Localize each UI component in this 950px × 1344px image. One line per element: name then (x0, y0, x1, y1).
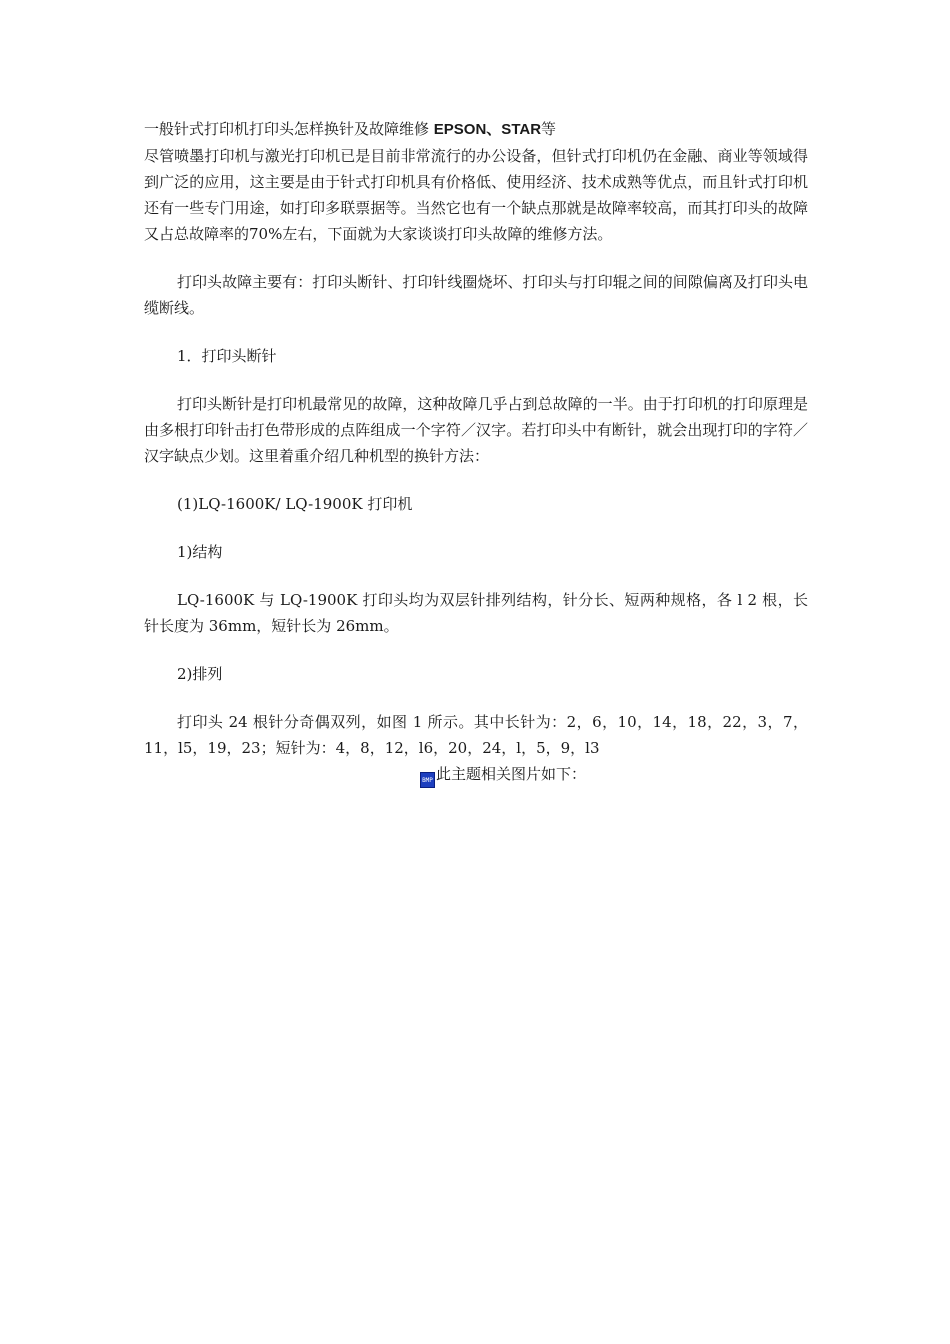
model-heading: (1)LQ-1600K/ LQ-1900K 打印机 (177, 495, 413, 513)
image-caption-row (198, 761, 808, 788)
section1-heading: 1．打印头断针 (177, 347, 277, 365)
arrangement-heading: 2)排列 (177, 665, 223, 683)
document-body (144, 116, 808, 788)
bmp-image-icon[interactable]: BMP (420, 772, 435, 788)
image-caption: 此主题相关图片如下： (435, 765, 586, 783)
section1-paragraph: 打印头断针是打印机最常见的故障，这种故障几乎占到总故障的一半。由于打印机的打印原理是由多根打印针击打色带形成的点阵组成一个字符／汉字。若打印头中有断针，就会出现打印的字符／汉字缺点少划。这里着重介绍几种机型的换针方法： (144, 395, 808, 465)
arrangement-paragraph: 打印头 24 根针分奇偶双列，如图 1 所示。其中长针为：2，6，10，14，18，22，3，7，11，l5，19，23；短针为：4，8，12，l6，20，24，l，5，9，l3 (144, 713, 808, 757)
doc-title-cn: 一般针式打印机打印头怎样换针及故障维修 (144, 120, 430, 138)
structure-heading: 1)结构 (177, 543, 223, 561)
doc-title-latin: EPSON、STAR (433, 121, 542, 138)
structure-paragraph: LQ-1600K 与 LQ-1900K 打印头均为双层针排列结构，针分长、短两种规格，各 l 2 根，长针长度为 36mm，短针长为 26mm。 (144, 591, 808, 635)
faults-paragraph: 打印头故障主要有：打印头断针、打印针线圈烧坏、打印头与打印辊之间的间隙偏离及打印头电缆断线。 (144, 273, 808, 317)
doc-title (144, 116, 808, 143)
intro-paragraph: 尽管喷墨打印机与激光打印机已是目前非常流行的办公设备，但针式打印机仍在金融、商业等领域得到广泛的应用，这主要是由于针式打印机具有价格低、使用经济、技术成熟等优点，而且针式打印机还有一些专门用途，如打印多联票据等。当然它也有一个缺点那就是故障率较高，而其打印头的故障又占总故障率的70%左右，下面就为大家谈谈打印头故障的维修方法。 (144, 147, 808, 243)
doc-title-suffix: 等 (541, 120, 557, 138)
